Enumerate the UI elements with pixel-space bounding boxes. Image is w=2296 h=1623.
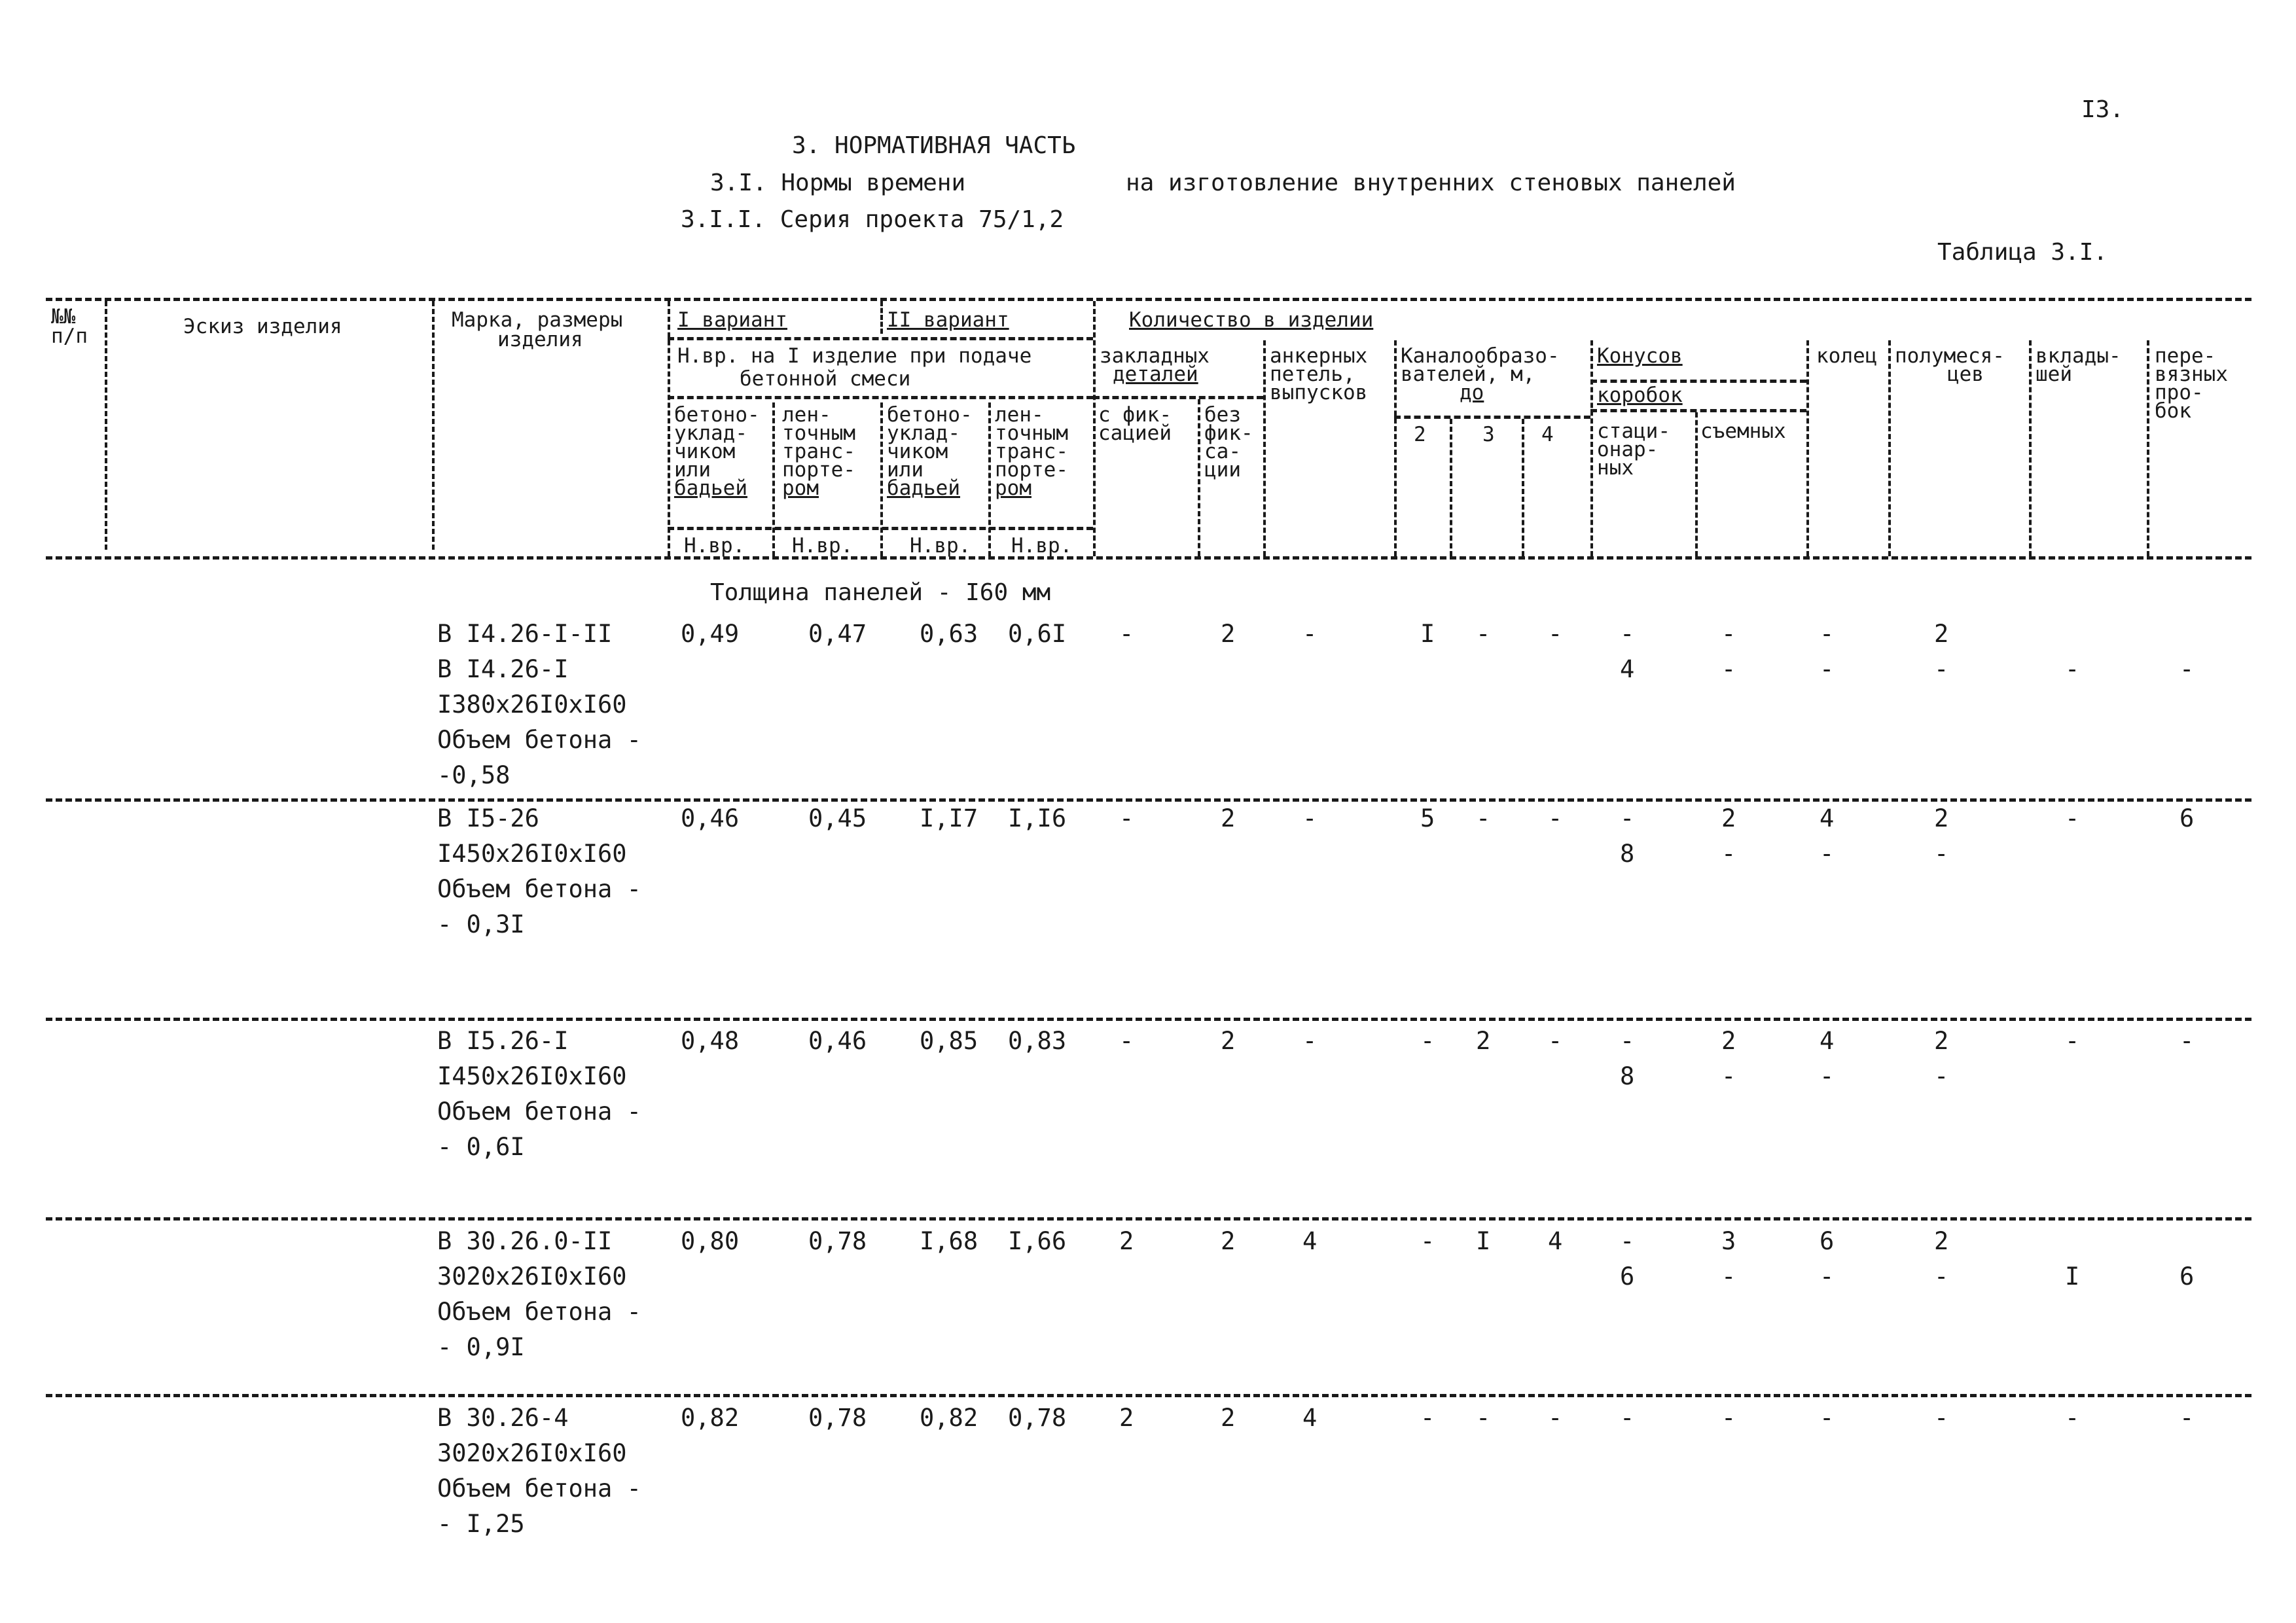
table-top-rule: [46, 298, 2251, 301]
row-mark-line: I450x26I0xI60: [437, 840, 627, 868]
row-quantity-value: 2: [1934, 804, 1949, 832]
row-mark-line: 3020x26I0xI60: [437, 1262, 627, 1291]
header-col-rule: [2029, 340, 2032, 556]
row-quantity-value: 2: [1119, 1404, 1134, 1432]
header-col-no-1: №№: [51, 305, 76, 329]
header-bottom-rule: [46, 556, 2251, 560]
header-rule: [1590, 380, 1806, 383]
row-quantity-value: 2: [1221, 1404, 1236, 1432]
subsection-title: 3.I. Нормы времени: [710, 169, 966, 196]
row-quantity-value: 2: [1476, 1027, 1491, 1055]
header-col-rule: [105, 301, 107, 550]
row-quantity-value: -: [1548, 620, 1563, 648]
row-quantity-value: -: [1820, 620, 1835, 648]
row-mark-line: В 30.26-4: [437, 1404, 569, 1432]
header-col-rule: [668, 301, 670, 556]
header-rule: [668, 337, 1093, 340]
row-quantity-value: -: [1721, 840, 1736, 868]
row-quantity-value: -: [1476, 620, 1491, 648]
row-mark-line: В I4.26-I: [437, 655, 569, 683]
row-quantity-value: -: [1620, 1404, 1635, 1432]
header-kolets: колец: [1816, 344, 1878, 368]
row-quantity-value: 3: [1721, 1227, 1736, 1255]
header-konusov: Конусов: [1597, 344, 1683, 368]
row-quantity-value: -: [1721, 1404, 1736, 1432]
row-norm-value: 0,78: [808, 1404, 867, 1432]
row-quantity-value: 4: [1302, 1227, 1318, 1255]
header-sub-betono-1: бетоно- уклад- чиком или бадьей: [674, 403, 760, 500]
header-variant-1: I вариант: [677, 308, 787, 332]
row-quantity-value: 2: [1721, 1027, 1736, 1055]
row-quantity-value: -: [1934, 655, 1949, 683]
header-col-rule: [1093, 301, 1096, 556]
row-separator: [46, 1217, 2251, 1221]
row-mark-line: - 0,9I: [437, 1333, 525, 1361]
row-quantity-value: I: [1476, 1227, 1491, 1255]
row-separator: [46, 1394, 2251, 1397]
row-separator: [46, 798, 2251, 802]
row-separator: [46, 1018, 2251, 1021]
header-zaklad: закладных деталей: [1100, 344, 1210, 386]
header-unit: Н.вр.: [792, 534, 853, 558]
row-quantity-value: 2: [1934, 1227, 1949, 1255]
row-mark-line: Объем бетона -: [437, 1474, 641, 1503]
subsection-title-continued: на изготовление внутренних стеновых панелей: [1126, 169, 1736, 196]
header-unit: Н.вр.: [684, 534, 745, 558]
section-title: 3. НОРМАТИВНАЯ ЧАСТЬ: [792, 132, 1076, 159]
row-quantity-value: -: [1820, 655, 1835, 683]
row-quantity-value: -: [1548, 1027, 1563, 1055]
header-stats: стаци- онар- ных: [1597, 419, 1670, 480]
row-mark-line: В I5.26-I: [437, 1027, 569, 1055]
header-hvr-2: бетонной смеси: [740, 367, 911, 391]
row-norm-value: I,I7: [920, 804, 978, 832]
header-col-rule: [1263, 340, 1266, 556]
header-col-rule: [1198, 399, 1200, 556]
row-norm-value: 0,45: [808, 804, 867, 832]
header-col-rule: [1888, 340, 1891, 556]
header-rule: [1394, 416, 1590, 419]
row-mark-line: В I5-26: [437, 804, 539, 832]
row-quantity-value: 2: [1221, 1027, 1236, 1055]
row-quantity-value: -: [1820, 1262, 1835, 1291]
row-norm-value: 0,78: [1008, 1404, 1067, 1432]
row-quantity-value: -: [1620, 1227, 1635, 1255]
header-col-rule: [1590, 340, 1593, 556]
row-quantity-value: -: [2065, 655, 2080, 683]
row-quantity-value: -: [1721, 1062, 1736, 1090]
row-quantity-value: 8: [1620, 1062, 1635, 1090]
row-mark-line: -0,58: [437, 761, 511, 789]
row-norm-value: I,I6: [1008, 804, 1067, 832]
row-quantity-value: 8: [1620, 840, 1635, 868]
row-norm-value: 0,82: [920, 1404, 978, 1432]
header-col-rule: [432, 301, 435, 550]
row-mark-line: Объем бетона -: [437, 875, 641, 903]
row-quantity-value: -: [2179, 655, 2195, 683]
header-zaklad-without: без фик- са- ции: [1204, 403, 1253, 482]
row-quantity-value: 4: [1620, 655, 1635, 683]
row-quantity-value: -: [2065, 1027, 2080, 1055]
row-norm-value: 0,47: [808, 620, 867, 648]
row-quantity-value: 4: [1820, 804, 1835, 832]
row-norm-value: 0,83: [1008, 1027, 1067, 1055]
row-norm-value: 0,80: [681, 1227, 740, 1255]
header-sub-lent-2: лен- точным транс- порте- ром: [995, 403, 1068, 500]
row-quantity-value: -: [1476, 804, 1491, 832]
header-col-rule: [772, 402, 775, 556]
row-quantity-value: 5: [1420, 804, 1435, 832]
header-col-rule: [1450, 419, 1452, 556]
header-col-mark-2: изделия: [497, 328, 583, 351]
row-norm-value: 0,82: [681, 1404, 740, 1432]
row-norm-value: 0,78: [808, 1227, 867, 1255]
header-variant-2: II вариант: [887, 308, 1009, 332]
row-quantity-value: -: [1420, 1227, 1435, 1255]
row-quantity-value: -: [1119, 1027, 1134, 1055]
row-norm-value: 0,46: [808, 1027, 867, 1055]
row-quantity-value: 6: [2179, 804, 2195, 832]
thickness-label: Толщина панелей - I60 мм: [710, 579, 1051, 606]
header-sub-lent-1: лен- точным транс- порте- ром: [782, 403, 855, 500]
row-quantity-value: 6: [1820, 1227, 1835, 1255]
header-rule: [1093, 396, 1263, 399]
row-mark-line: 3020x26I0xI60: [437, 1439, 627, 1467]
row-quantity-value: -: [1721, 1262, 1736, 1291]
row-quantity-value: 4: [1302, 1404, 1318, 1432]
row-quantity-value: -: [1302, 804, 1318, 832]
header-rule: [668, 396, 1093, 399]
header-vkladysh: вклады- шей: [2036, 344, 2121, 386]
header-zaklad-with: с фик- сацией: [1098, 403, 1172, 445]
row-quantity-value: I: [1420, 620, 1435, 648]
row-norm-value: I,66: [1008, 1227, 1067, 1255]
header-col-rule: [1394, 340, 1397, 556]
row-quantity-value: -: [1548, 1404, 1563, 1432]
row-norm-value: 0,46: [681, 804, 740, 832]
header-col-sketch: Эскиз изделия: [183, 315, 342, 338]
row-quantity-value: 6: [2179, 1262, 2195, 1291]
row-quantity-value: -: [2065, 1404, 2080, 1432]
header-col-mark-1: Марка, размеры: [452, 308, 623, 332]
row-quantity-value: -: [1119, 620, 1134, 648]
header-unit: Н.вр.: [910, 534, 971, 558]
row-quantity-value: -: [2179, 1404, 2195, 1432]
header-rule: [1590, 409, 1806, 412]
header-kanalo-2: 2: [1414, 423, 1426, 446]
row-quantity-value: I: [2065, 1262, 2080, 1291]
header-col-rule: [880, 301, 883, 334]
row-quantity-value: -: [1420, 1404, 1435, 1432]
row-mark-line: В I4.26-I-II: [437, 620, 613, 648]
row-mark-line: Объем бетона -: [437, 1298, 641, 1326]
row-norm-value: 0,63: [920, 620, 978, 648]
row-quantity-value: -: [1620, 1027, 1635, 1055]
row-mark-line: В 30.26.0-II: [437, 1227, 613, 1255]
row-quantity-value: -: [1721, 620, 1736, 648]
row-quantity-value: -: [1721, 655, 1736, 683]
row-quantity-value: -: [1934, 840, 1949, 868]
row-quantity-value: 2: [1934, 620, 1949, 648]
header-col-rule: [988, 402, 991, 556]
row-quantity-value: 2: [1721, 804, 1736, 832]
row-quantity-value: -: [2065, 804, 2080, 832]
header-ankernykh: анкерных петель, выпусков: [1270, 344, 1368, 404]
row-quantity-value: 2: [1221, 804, 1236, 832]
row-quantity-value: -: [1620, 620, 1635, 648]
row-norm-value: 0,48: [681, 1027, 740, 1055]
row-norm-value: 0,85: [920, 1027, 978, 1055]
row-quantity-value: -: [1119, 804, 1134, 832]
header-hvr-1: Н.вр. на I изделие при подаче: [677, 344, 1032, 368]
row-quantity-value: -: [2179, 1027, 2195, 1055]
header-col-rule: [1806, 340, 1809, 556]
row-quantity-value: -: [1620, 804, 1635, 832]
row-quantity-value: -: [1934, 1062, 1949, 1090]
row-quantity-value: 4: [1820, 1027, 1835, 1055]
row-quantity-value: 2: [1934, 1027, 1949, 1055]
row-mark-line: - 0,6I: [437, 1133, 525, 1161]
table-label: Таблица 3.I.: [1937, 239, 2108, 266]
row-mark-line: Объем бетона -: [437, 1097, 641, 1126]
series-title: 3.I.I. Серия проекта 75/1,2: [681, 206, 1064, 233]
row-quantity-value: 6: [1620, 1262, 1635, 1291]
row-quantity-value: -: [1548, 804, 1563, 832]
header-perevyaz: пере- вязных про- бок: [2155, 344, 2228, 423]
row-quantity-value: -: [1302, 620, 1318, 648]
row-quantity-value: -: [1476, 1404, 1491, 1432]
row-quantity-value: -: [1820, 1404, 1835, 1432]
header-kanalo-3: 3: [1482, 423, 1495, 446]
header-unit: Н.вр.: [1011, 534, 1073, 558]
header-col-rule: [1522, 419, 1524, 556]
row-quantity-value: -: [1820, 840, 1835, 868]
header-col-rule: [880, 402, 883, 556]
row-norm-value: 0,49: [681, 620, 740, 648]
header-quantity: Количество в изделии: [1129, 308, 1374, 332]
header-kanalo: Каналообразо- вателей, м, до: [1401, 344, 1560, 404]
row-quantity-value: 2: [1221, 620, 1236, 648]
row-quantity-value: 2: [1221, 1227, 1236, 1255]
row-quantity-value: -: [1420, 1027, 1435, 1055]
header-korobok: коробок: [1597, 383, 1683, 407]
row-quantity-value: -: [1934, 1404, 1949, 1432]
row-mark-line: I450x26I0xI60: [437, 1062, 627, 1090]
row-quantity-value: 2: [1119, 1227, 1134, 1255]
header-kanalo-4: 4: [1541, 423, 1554, 446]
header-sub-betono-2: бетоно- уклад- чиком или бадьей: [887, 403, 973, 500]
row-norm-value: I,68: [920, 1227, 978, 1255]
page-number: I3.: [2081, 96, 2125, 123]
row-norm-value: 0,6I: [1008, 620, 1067, 648]
row-quantity-value: -: [1302, 1027, 1318, 1055]
row-mark-line: Объем бетона -: [437, 726, 641, 754]
row-mark-line: I380x26I0xI60: [437, 690, 627, 719]
header-col-rule: [1695, 412, 1698, 556]
row-quantity-value: -: [1934, 1262, 1949, 1291]
row-quantity-value: -: [1820, 1062, 1835, 1090]
row-mark-line: - I,25: [437, 1510, 525, 1538]
header-col-no-2: п/п: [51, 325, 88, 348]
row-mark-line: - 0,3I: [437, 910, 525, 938]
row-quantity-value: 4: [1548, 1227, 1563, 1255]
header-semnykh: съемных: [1700, 419, 1786, 443]
header-col-rule: [2147, 340, 2149, 556]
header-polumes: полумеся- цев: [1895, 344, 2005, 386]
